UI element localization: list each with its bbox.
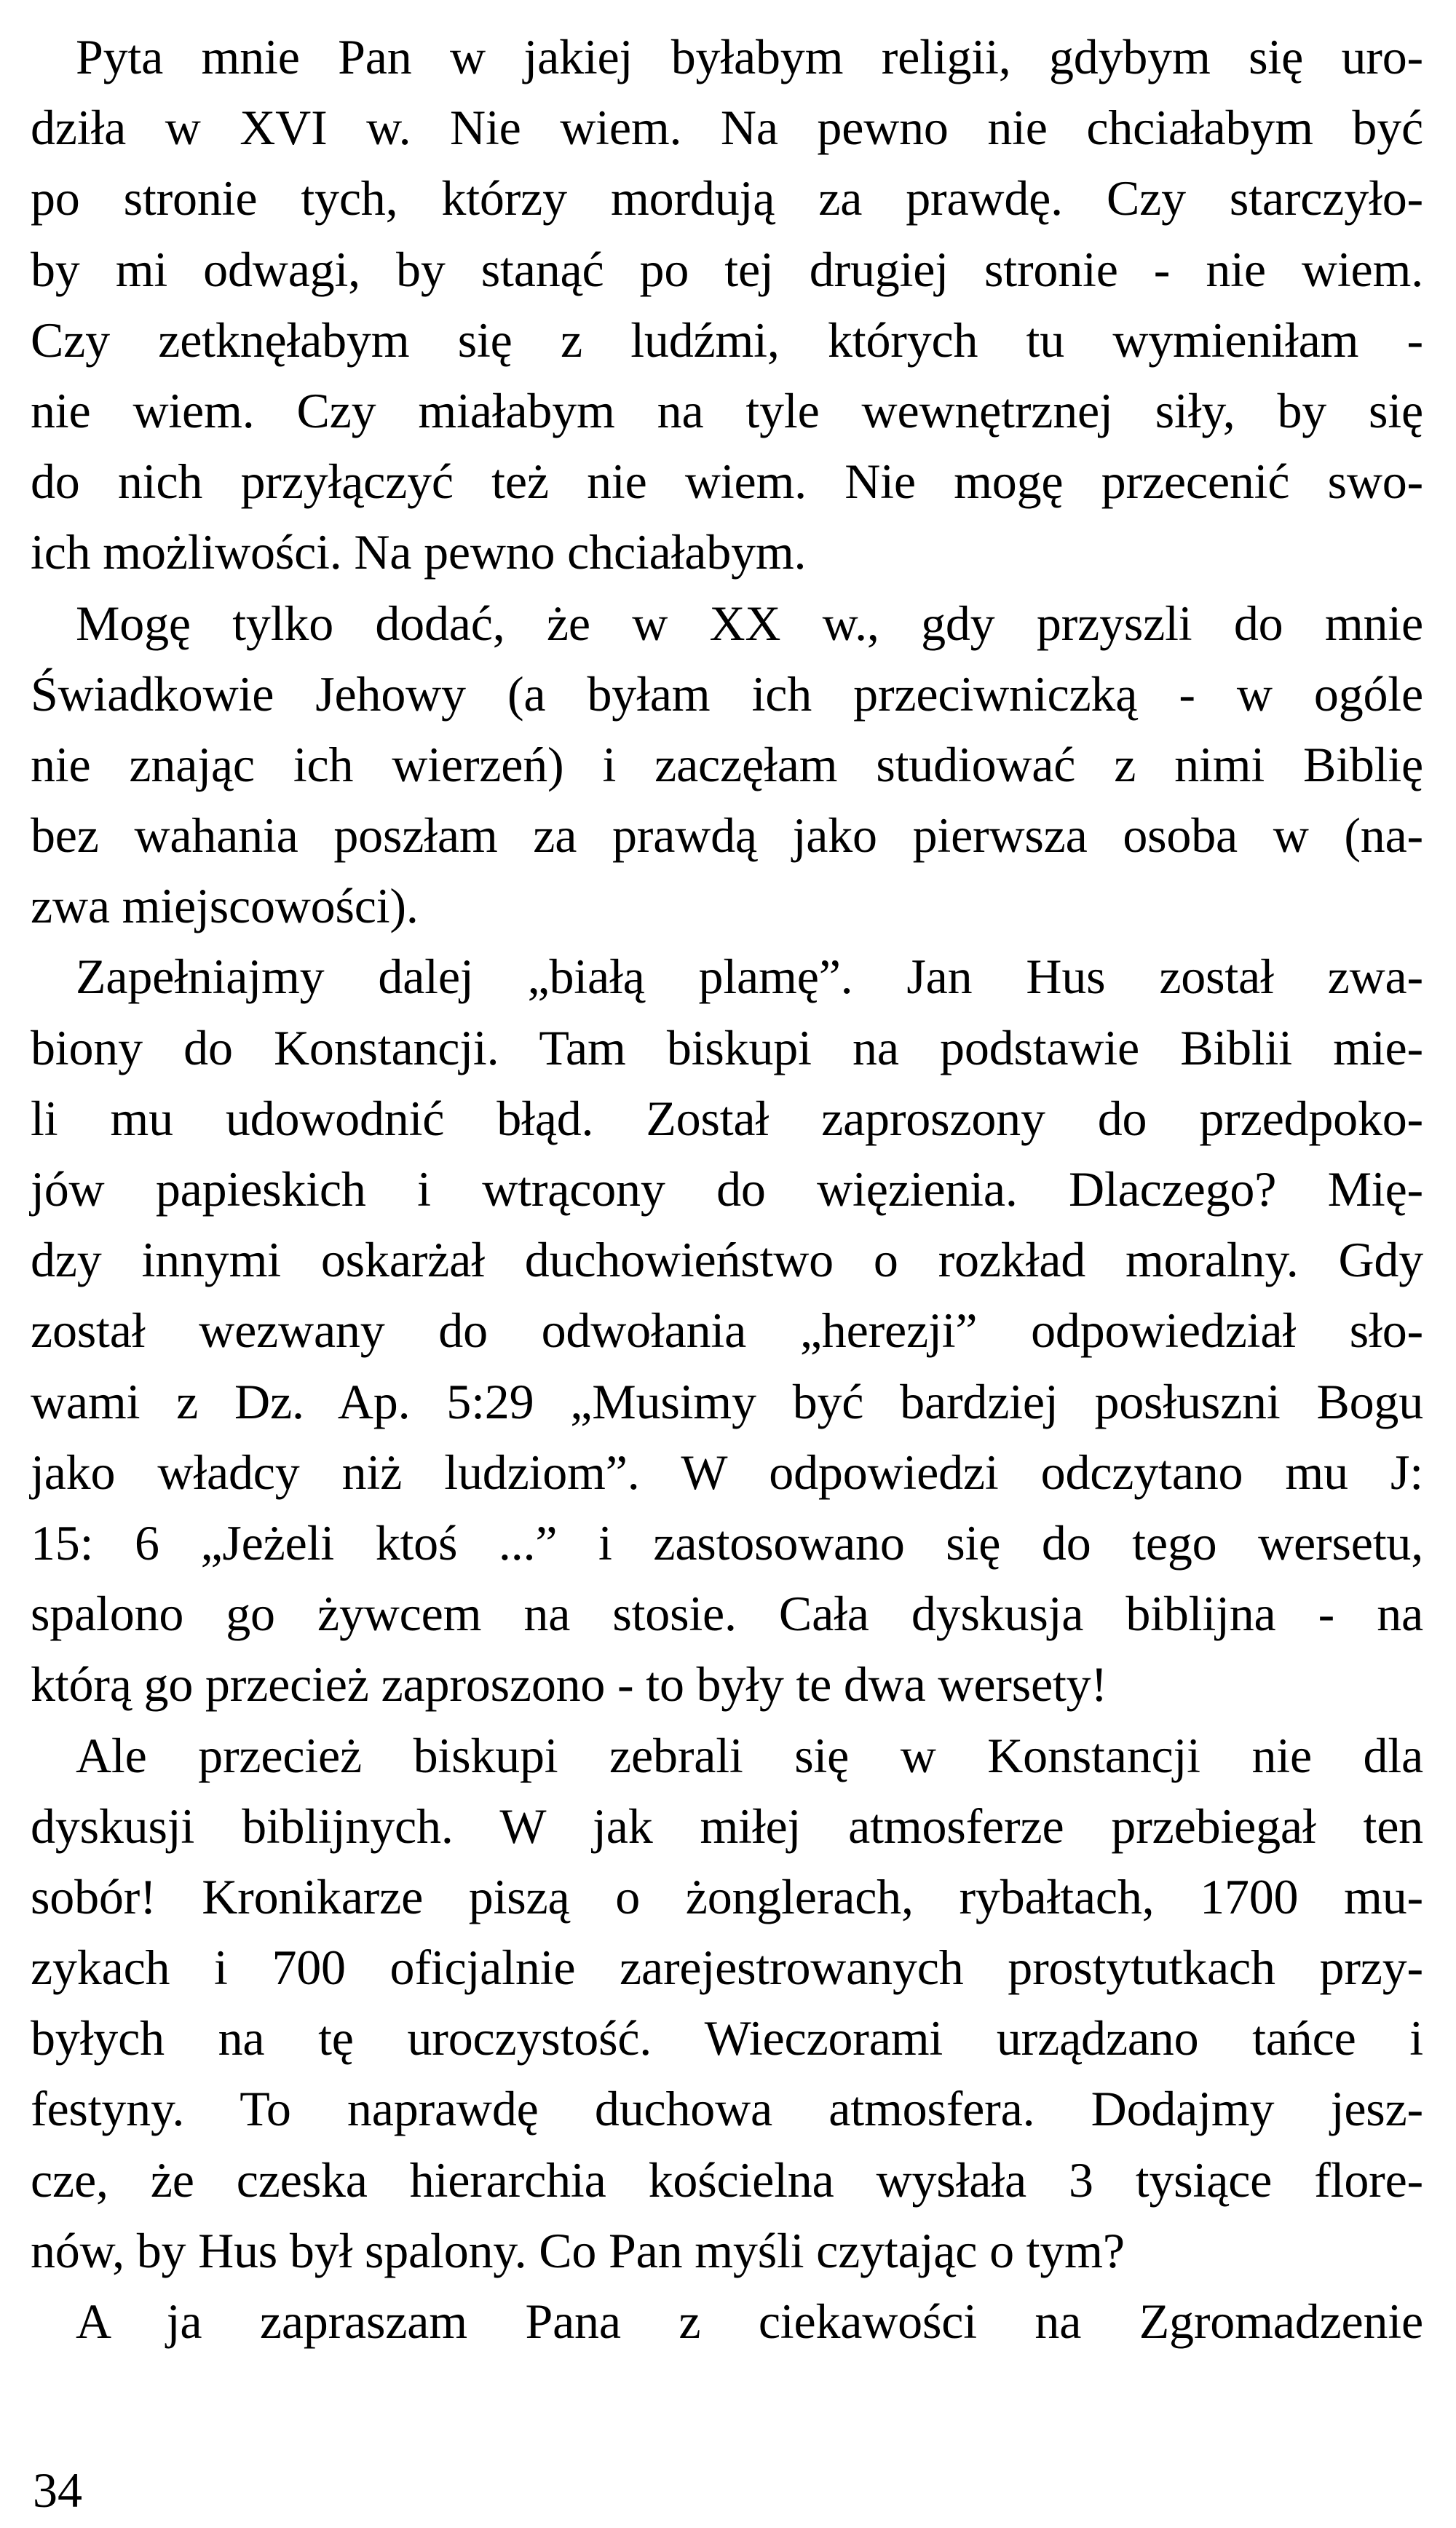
text-line: Pyta mnie Pan w jakiej byłabym religii, gdybym się uro- [76,29,1423,84]
text-line: Ale przecież biskupi zebrali się w Konstancji nie dla [76,1727,1423,1783]
text-line: byłych na tę uroczystość. Wieczorami urządzano tańce i [31,2010,1423,2066]
paragraph-1 [31,22,1423,588]
page-number: 34 [33,2462,82,2518]
text-line: którą go przecież zaproszono - to były te dwa wersety! [31,1656,1107,1713]
text-line: Czy zetknęłabym się z ludźmi, których tu wymieniłam - [31,312,1423,368]
paragraph-5 [31,2286,1423,2357]
text-line: jów papieskich i wtrącony do więzienia. Dlaczego? Mię- [31,1161,1423,1217]
text-line: li mu udowodnić błąd. Został zaproszony do przedpoko- [31,1090,1423,1146]
text-line: A ja zapraszam Pana z ciekawości na Zgromadzenie [76,2294,1423,2349]
text-line: zwa miejscowości). [31,878,419,934]
text-line: po stronie tych, którzy mordują za prawdę. Czy starczyło- [31,170,1423,226]
text-line: 15: 6 „Jeżeli ktoś ...” i zastosowano się do tego wersetu, [31,1514,1423,1571]
text-line: do nich przyłączyć też nie wiem. Nie mogę przecenić swo- [31,454,1423,510]
text-line: jako władcy niż ludziom”. W odpowiedzi odczytano mu J: [31,1444,1423,1500]
text-line: nów, by Hus był spalony. Co Pan myśli czytając o tym? [31,2222,1125,2278]
text-line: dziła w XVI w. Nie wiem. Na pewno nie chciałabym być [31,100,1423,156]
text-line: został wezwany do odwołania „herezji” odpowiedział sło- [31,1303,1423,1359]
text-line: festyny. To naprawdę duchowa atmosfera. Dodajmy jesz- [31,2081,1423,2137]
text-line: wami z Dz. Ap. 5:29 „Musimy być bardziej posłuszni Bogu [31,1373,1423,1429]
text-line: Zapełniajmy dalej „białą plamę”. Jan Hus został zwa- [76,949,1423,1005]
text-line: nie wiem. Czy miałabym na tyle wewnętrznej siły, by się [31,382,1423,438]
text-line: dzy innymi oskarżał duchowieństwo o rozkład moralny. Gdy [31,1232,1423,1288]
paragraph-2 [31,588,1423,942]
text-line: spalono go żywcem na stosie. Cała dyskusja biblijna - na [31,1586,1423,1642]
body-text [31,22,1423,2357]
text-line: biony do Konstancji. Tam biskupi na podstawie Biblii mie- [31,1019,1423,1075]
text-line: by mi odwagi, by stanąć po tej drugiej stronie - nie wiem. [31,241,1423,297]
text-line: zykach i 700 oficjalnie zarejestrowanych prostytutkach przy- [31,1940,1423,1996]
paragraph-3 [31,941,1423,1720]
text-line: Świadkowie Jehowy (a byłam ich przeciwniczką - w ogóle [31,665,1423,722]
text-line: ich możliwości. Na pewno chciałabym. [31,524,807,580]
paragraph-4 [31,1721,1423,2287]
text-line: sobór! Kronikarze piszą o żonglerach, rybałtach, 1700 mu- [31,1868,1423,1924]
text-line: dyskusji biblijnych. W jak miłej atmosferze przebiegał ten [31,1798,1423,1854]
text-line: bez wahania poszłam za prawdą jako pierwsza osoba w (na- [31,807,1423,864]
text-line: Mogę tylko dodać, że w XX w., gdy przyszli do mnie [76,595,1423,651]
text-line: cze, że czeska hierarchia kościelna wysłała 3 tysiące flore- [31,2152,1423,2208]
text-line: nie znając ich wierzeń) i zaczęłam studiować z nimi Biblię [31,736,1423,792]
